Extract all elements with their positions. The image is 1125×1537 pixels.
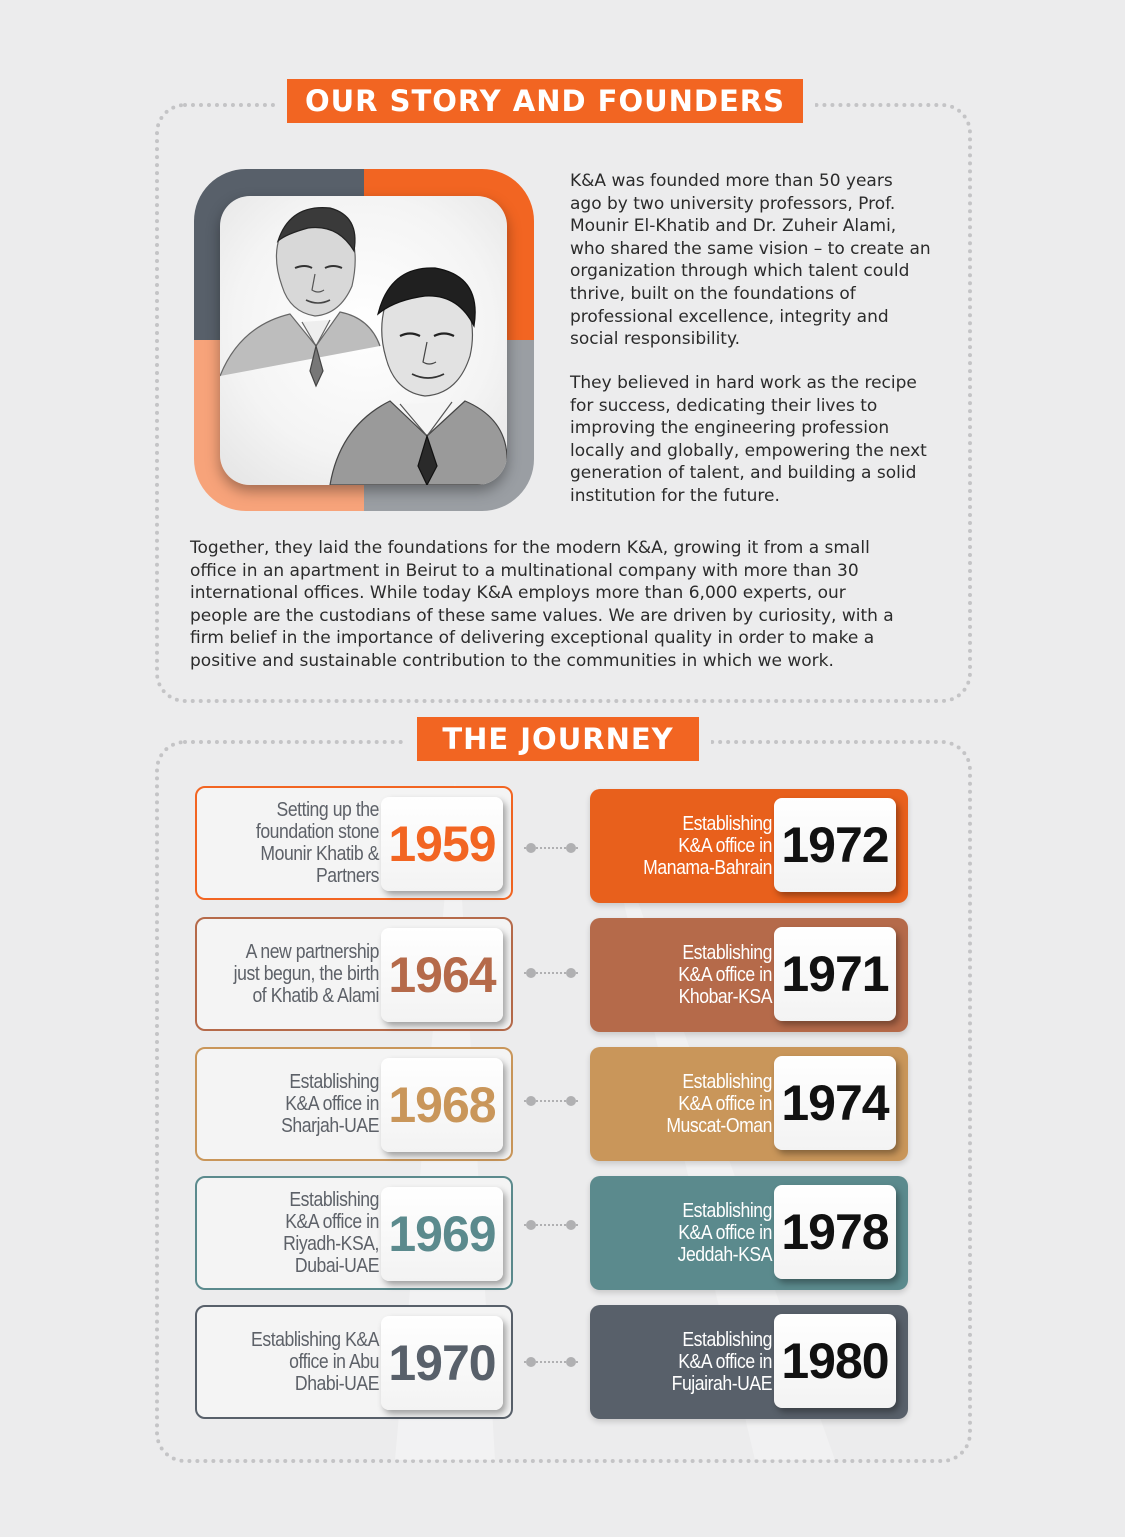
story-paragraph: K&A was founded more than 50 years ago by two university professors, Prof. Mounir El-Khatib and Dr. Zuheir Alami, who shared the same vision – to create an organization through which talent could thrive, built on the foundations of professional excellence, integrity and social responsibility.: [570, 171, 931, 350]
timeline-year: 1968: [381, 1058, 503, 1152]
timeline-year: 1970: [381, 1316, 503, 1410]
timeline-year: 1972: [774, 798, 896, 892]
timeline-year: 1971: [774, 927, 896, 1021]
timeline-card-label: Setting up the foundation stone Mounir Khatib & Partners: [255, 799, 379, 887]
timeline-card-label: Establishing K&A office in Riyadh-KSA, Dubai-UAE: [283, 1189, 379, 1277]
timeline-connector: [512, 1218, 590, 1232]
story-paragraph: Together, they laid the foundations for the modern K&A, growing it from a small office in an apartment in Beirut to a multinational company with more than 30 international offices. While today K&A employs more than 6,000 experts, our people are the custodians of these same values. We are driven by curiosity, with a firm belief in the importance of delivering exceptional quality in order to make a positive and sustainable contribution to the communities in which we work.: [190, 538, 894, 671]
journey-section-title: THE JOURNEY: [417, 717, 699, 761]
timeline-card: [590, 1047, 908, 1161]
timeline-card-label: Establishing K&A office in Jeddah-KSA: [677, 1200, 772, 1266]
timeline-card-label: Establishing K&A office in Khobar-KSA: [678, 942, 772, 1008]
timeline-card: [590, 789, 908, 903]
timeline-card: [590, 918, 908, 1032]
timeline-card: [590, 1176, 908, 1290]
timeline-card: [195, 917, 513, 1031]
story-section-title: OUR STORY AND FOUNDERS: [287, 79, 803, 123]
timeline-connector: [512, 966, 590, 980]
founders-sketch-illustration: [220, 196, 507, 485]
timeline-year: 1978: [774, 1185, 896, 1279]
story-paragraph: They believed in hard work as the recipe for success, dedicating their lives to improving the engineering profession locally and globally, empowering the next generation of talent, and building a solid institution for the future.: [570, 373, 927, 506]
timeline-year: 1969: [381, 1187, 503, 1281]
timeline-card: [195, 1176, 513, 1290]
timeline-card: [195, 786, 513, 900]
timeline-card-label: A new partnership just begun, the birth of Khatib & Alami: [233, 941, 379, 1007]
timeline-card-label: Establishing K&A office in Abu Dhabi-UAE: [251, 1329, 379, 1395]
timeline-card-label: Establishing K&A office in Manama-Bahrain: [643, 813, 772, 879]
timeline-connector: [512, 1094, 590, 1108]
timeline-connector: [512, 841, 590, 855]
timeline-card-label: Establishing K&A office in Fujairah-UAE: [671, 1329, 772, 1395]
timeline-card-label: Establishing K&A office in Sharjah-UAE: [281, 1071, 379, 1137]
timeline-card: [590, 1305, 908, 1419]
timeline-year: 1980: [774, 1314, 896, 1408]
timeline-year: 1959: [381, 797, 503, 891]
timeline-card: [195, 1047, 513, 1161]
timeline-connector: [512, 1355, 590, 1369]
founders-portrait: [220, 196, 507, 485]
timeline-card-label: Establishing K&A office in Muscat-Oman: [666, 1071, 772, 1137]
timeline-year: 1964: [381, 928, 503, 1022]
timeline-year: 1974: [774, 1056, 896, 1150]
timeline-card: [195, 1305, 513, 1419]
